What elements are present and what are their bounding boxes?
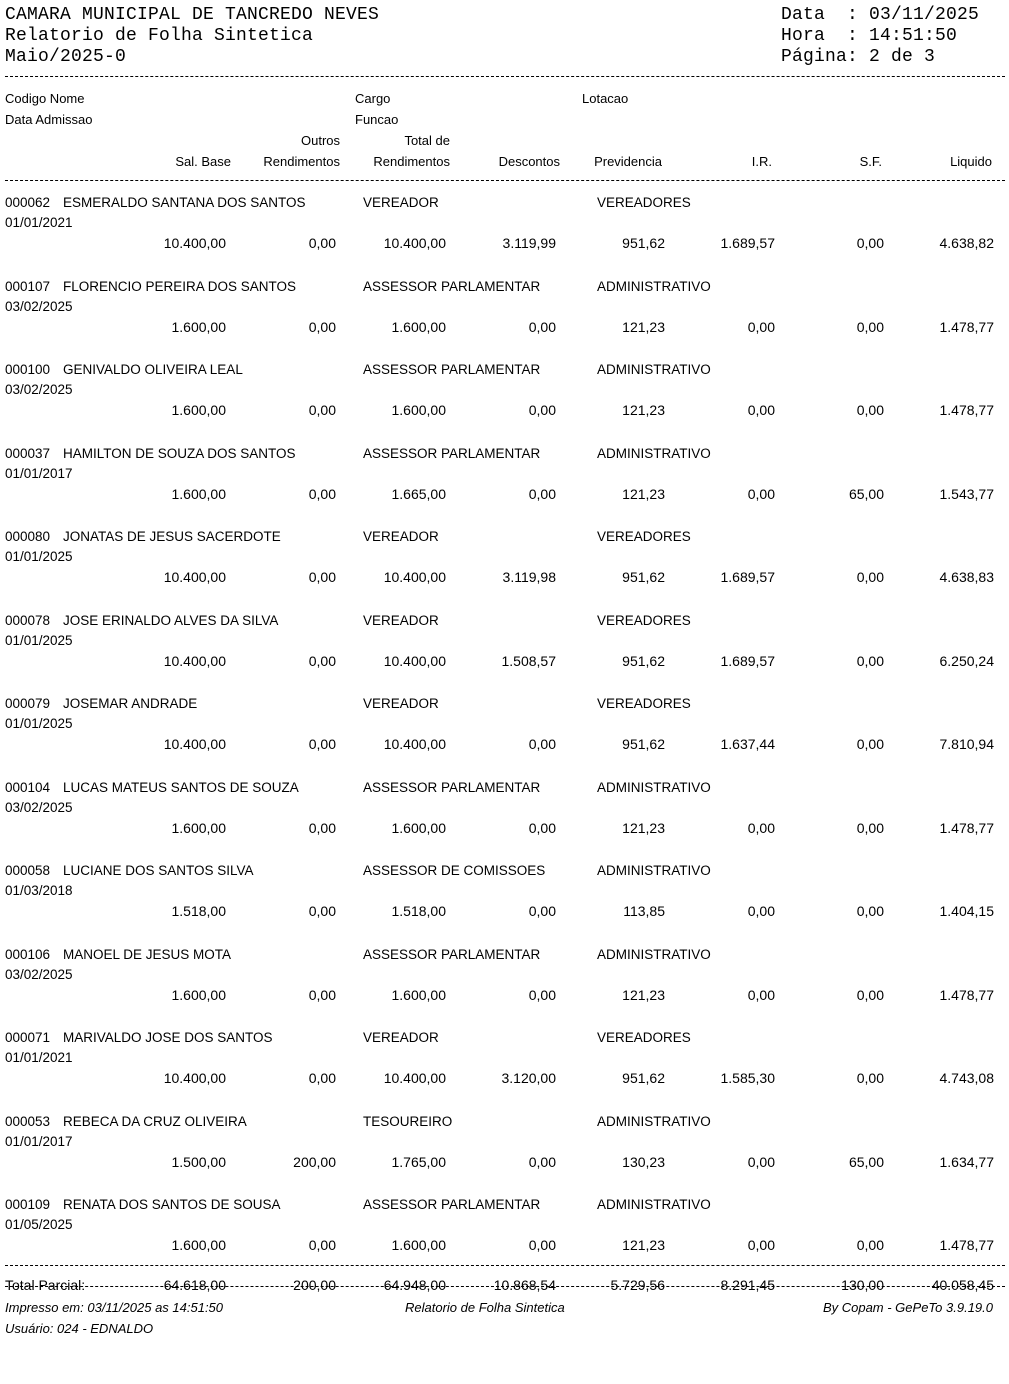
employee-lotacao: ADMINISTRATIVO bbox=[597, 779, 711, 795]
employee-code: 000100 bbox=[5, 362, 51, 377]
value-liquido: 1.478,77 bbox=[939, 402, 994, 418]
value-sal-base: 1.600,00 bbox=[171, 402, 226, 418]
value-liquido: 4.743,08 bbox=[939, 1070, 994, 1086]
value-total: 10.400,00 bbox=[383, 235, 446, 251]
value-previdencia: 951,62 bbox=[622, 569, 665, 585]
employee-name: HAMILTON DE SOUZA DOS SANTOS bbox=[63, 445, 296, 461]
value-sf: 65,00 bbox=[848, 485, 884, 502]
total-outros: 200,00 bbox=[293, 1277, 336, 1293]
value-sal-base: 1.600,00 bbox=[171, 986, 226, 1003]
value-liquido: 1.478,77 bbox=[939, 318, 994, 335]
value-total: 10.400,00 bbox=[383, 1070, 446, 1086]
value-sal-base: 10.400,00 bbox=[163, 736, 226, 752]
value-outros: 0,00 bbox=[308, 485, 336, 502]
value-liquido: 4.638,83 bbox=[939, 569, 994, 585]
employee-entry bbox=[0, 529, 1009, 613]
employee-cargo: ASSESSOR PARLAMENTAR bbox=[363, 445, 541, 461]
employee-admissao: 03/02/2025 bbox=[5, 298, 73, 314]
value-descontos: 3.119,99 bbox=[502, 235, 556, 251]
value-outros: 0,00 bbox=[308, 235, 336, 251]
value-liquido: 7.810,94 bbox=[939, 736, 994, 752]
value-total: 1.600,00 bbox=[391, 402, 446, 418]
report-date: Data : 03/11/2025 bbox=[781, 5, 980, 25]
employee-name: GENIVALDO OLIVEIRA LEAL bbox=[63, 362, 243, 377]
value-outros: 0,00 bbox=[308, 1237, 336, 1253]
employee-name: REBECA DA CRUZ OLIVEIRA bbox=[63, 1113, 247, 1129]
value-outros: 200,00 bbox=[293, 1153, 336, 1170]
generator-credit: By Copam - GePeTo 3.9.19.0 bbox=[822, 1300, 993, 1315]
employee-cargo: VEREADOR bbox=[363, 696, 439, 711]
value-descontos: 0,00 bbox=[528, 986, 556, 1003]
employee-code: 000104 bbox=[5, 779, 51, 795]
value-total: 1.518,00 bbox=[391, 903, 446, 919]
value-ir: 1.689,57 bbox=[720, 235, 775, 251]
employee-code: 000107 bbox=[5, 278, 51, 294]
employee-cargo: VEREADOR bbox=[363, 529, 439, 544]
totals-divider bbox=[5, 1265, 1005, 1266]
value-previdencia: 121,23 bbox=[622, 819, 665, 836]
value-total: 1.600,00 bbox=[391, 1237, 446, 1253]
totals-strike-line bbox=[5, 1286, 1005, 1287]
value-sal-base: 10.400,00 bbox=[163, 652, 226, 669]
value-ir: 0,00 bbox=[747, 903, 775, 919]
value-outros: 0,00 bbox=[308, 986, 336, 1003]
value-sf: 0,00 bbox=[856, 652, 884, 669]
employee-lotacao: ADMINISTRATIVO bbox=[597, 863, 711, 878]
col-lotacao: Lotacao bbox=[582, 91, 629, 106]
employee-lotacao: VEREADORES bbox=[597, 529, 691, 544]
employee-code: 000071 bbox=[5, 1030, 51, 1045]
value-ir: 0,00 bbox=[747, 485, 775, 502]
col-ir: I.R. bbox=[751, 154, 772, 169]
employee-name: MARIVALDO JOSE DOS SANTOS bbox=[63, 1030, 273, 1045]
employee-admissao: 01/01/2021 bbox=[5, 1050, 73, 1065]
employee-entry bbox=[0, 279, 1009, 363]
value-descontos: 1.508,57 bbox=[501, 652, 556, 669]
employee-cargo: ASSESSOR PARLAMENTAR bbox=[363, 362, 541, 377]
employee-entry bbox=[0, 1114, 1009, 1198]
employee-name: JOSE ERINALDO ALVES DA SILVA bbox=[63, 612, 279, 628]
value-sal-base: 10.400,00 bbox=[163, 1070, 226, 1086]
employee-lotacao: VEREADORES bbox=[597, 612, 691, 628]
value-liquido: 1.478,77 bbox=[939, 1237, 994, 1253]
employee-name: LUCAS MATEUS SANTOS DE SOUZA bbox=[63, 779, 299, 795]
employee-code: 000053 bbox=[5, 1113, 51, 1129]
employee-admissao: 01/05/2025 bbox=[5, 1217, 73, 1232]
employee-admissao: 01/03/2018 bbox=[5, 883, 73, 898]
value-outros: 0,00 bbox=[308, 652, 336, 669]
value-sal-base: 1.500,00 bbox=[171, 1153, 226, 1170]
value-outros: 0,00 bbox=[308, 569, 336, 585]
value-sf: 0,00 bbox=[856, 318, 884, 335]
value-outros: 0,00 bbox=[308, 819, 336, 836]
col-outros-line1: Outros bbox=[300, 133, 340, 148]
report-title: Relatorio de Folha Sintetica bbox=[5, 26, 314, 46]
employee-entry bbox=[0, 1197, 1009, 1281]
value-total: 1.600,00 bbox=[391, 819, 446, 836]
employee-code: 000058 bbox=[5, 863, 51, 878]
value-descontos: 0,00 bbox=[528, 819, 556, 836]
value-ir: 1.585,30 bbox=[720, 1070, 775, 1086]
col-sf: S.F. bbox=[859, 154, 882, 169]
value-total: 10.400,00 bbox=[383, 652, 446, 669]
col-liquido: Liquido bbox=[950, 154, 992, 169]
value-previdencia: 951,62 bbox=[622, 736, 665, 752]
value-liquido: 6.250,24 bbox=[939, 652, 994, 669]
employee-name: JONATAS DE JESUS SACERDOTE bbox=[63, 529, 281, 544]
employee-entry bbox=[0, 362, 1009, 446]
value-sf: 0,00 bbox=[856, 235, 884, 251]
value-liquido: 1.478,77 bbox=[939, 819, 994, 836]
value-previdencia: 113,85 bbox=[623, 903, 665, 919]
employee-code: 000078 bbox=[5, 612, 51, 628]
employee-name: LUCIANE DOS SANTOS SILVA bbox=[63, 863, 254, 878]
employee-admissao: 01/01/2017 bbox=[5, 1133, 73, 1149]
org-name: CAMARA MUNICIPAL DE TANCREDO NEVES bbox=[5, 5, 380, 25]
value-sf: 0,00 bbox=[856, 903, 884, 919]
value-sf: 0,00 bbox=[856, 569, 884, 585]
value-outros: 0,00 bbox=[308, 903, 336, 919]
employee-cargo: ASSESSOR DE COMISSOES bbox=[363, 863, 546, 878]
value-ir: 0,00 bbox=[747, 986, 775, 1003]
employee-admissao: 01/01/2025 bbox=[5, 549, 73, 564]
value-previdencia: 121,23 bbox=[622, 1237, 665, 1253]
total-previdencia: 5.729,56 bbox=[610, 1277, 665, 1293]
columns-divider bbox=[5, 180, 1005, 181]
employee-entry bbox=[0, 446, 1009, 530]
employee-cargo: ASSESSOR PARLAMENTAR bbox=[363, 946, 541, 962]
employee-lotacao: ADMINISTRATIVO bbox=[597, 946, 711, 962]
value-descontos: 0,00 bbox=[528, 903, 556, 919]
col-total-line2: Rendimentos bbox=[373, 154, 450, 169]
employee-admissao: 03/02/2025 bbox=[5, 966, 73, 982]
employee-code: 000037 bbox=[5, 445, 51, 461]
col-sal-base: Sal. Base bbox=[175, 154, 231, 169]
value-previdencia: 121,23 bbox=[622, 402, 665, 418]
employee-admissao: 03/02/2025 bbox=[5, 382, 73, 397]
value-ir: 0,00 bbox=[747, 819, 775, 836]
value-descontos: 0,00 bbox=[528, 402, 556, 418]
value-total: 10.400,00 bbox=[383, 569, 446, 585]
employee-lotacao: ADMINISTRATIVO bbox=[597, 278, 711, 294]
value-previdencia: 951,62 bbox=[622, 235, 665, 251]
value-liquido: 1.478,77 bbox=[939, 986, 994, 1003]
employee-name: ESMERALDO SANTANA DOS SANTOS bbox=[63, 195, 306, 210]
employee-lotacao: ADMINISTRATIVO bbox=[597, 445, 711, 461]
employee-name: RENATA DOS SANTOS DE SOUSA bbox=[63, 1197, 281, 1212]
value-previdencia: 951,62 bbox=[622, 1070, 665, 1086]
col-total-line1: Total de bbox=[404, 133, 450, 148]
employee-entry bbox=[0, 863, 1009, 947]
employee-lotacao: VEREADORES bbox=[597, 1030, 691, 1045]
value-previdencia: 121,23 bbox=[622, 485, 665, 502]
value-total: 1.665,00 bbox=[391, 485, 446, 502]
employee-entry bbox=[0, 1030, 1009, 1114]
value-total: 1.765,00 bbox=[391, 1153, 446, 1170]
employee-entry bbox=[0, 947, 1009, 1031]
total-sal-base: 64.618,00 bbox=[163, 1277, 226, 1293]
value-sal-base: 1.600,00 bbox=[171, 318, 226, 335]
value-descontos: 3.119,98 bbox=[502, 569, 556, 585]
value-sf: 65,00 bbox=[848, 1153, 884, 1170]
value-liquido: 1.404,15 bbox=[939, 903, 994, 919]
value-total: 10.400,00 bbox=[383, 736, 446, 752]
total-liquido: 40.058,45 bbox=[931, 1277, 994, 1293]
value-sf: 0,00 bbox=[856, 1070, 884, 1086]
value-outros: 0,00 bbox=[308, 318, 336, 335]
col-funcao: Funcao bbox=[355, 112, 399, 127]
value-sf: 0,00 bbox=[856, 402, 884, 418]
total-descontos: 10.868,54 bbox=[493, 1277, 556, 1293]
value-ir: 0,00 bbox=[747, 1153, 775, 1170]
col-outros-line2: Rendimentos bbox=[263, 154, 340, 169]
value-liquido: 1.634,77 bbox=[939, 1153, 994, 1170]
employee-lotacao: ADMINISTRATIVO bbox=[597, 1113, 711, 1129]
employee-entry bbox=[0, 613, 1009, 697]
total-rendimentos: 64.948,00 bbox=[383, 1277, 446, 1293]
value-sal-base: 1.600,00 bbox=[171, 1237, 226, 1253]
value-outros: 0,00 bbox=[308, 402, 336, 418]
footer-title: Relatorio de Folha Sintetica bbox=[405, 1300, 565, 1315]
employee-entry bbox=[0, 195, 1009, 279]
value-descontos: 0,00 bbox=[528, 736, 556, 752]
value-sal-base: 1.600,00 bbox=[171, 819, 226, 836]
value-total: 1.600,00 bbox=[391, 318, 446, 335]
employee-cargo: ASSESSOR PARLAMENTAR bbox=[363, 1197, 541, 1212]
col-cargo: Cargo bbox=[355, 91, 391, 106]
value-sal-base: 10.400,00 bbox=[163, 235, 226, 251]
total-ir: 8.291,45 bbox=[720, 1277, 775, 1293]
employee-code: 000080 bbox=[5, 529, 51, 544]
value-sal-base: 1.600,00 bbox=[171, 485, 226, 502]
value-sf: 0,00 bbox=[856, 986, 884, 1003]
employee-cargo: ASSESSOR PARLAMENTAR bbox=[363, 278, 541, 294]
totals-label: Total Parcial: bbox=[5, 1277, 86, 1293]
value-ir: 0,00 bbox=[747, 318, 775, 335]
value-previdencia: 121,23 bbox=[622, 986, 665, 1003]
value-sf: 0,00 bbox=[856, 736, 884, 752]
employee-admissao: 01/01/2021 bbox=[5, 215, 73, 230]
employee-entry bbox=[0, 780, 1009, 864]
value-sal-base: 10.400,00 bbox=[163, 569, 226, 585]
value-descontos: 0,00 bbox=[528, 1237, 556, 1253]
employee-lotacao: VEREADORES bbox=[597, 195, 691, 210]
value-sal-base: 1.518,00 bbox=[171, 903, 226, 919]
value-total: 1.600,00 bbox=[391, 986, 446, 1003]
employee-name: MANOEL DE JESUS MOTA bbox=[63, 946, 232, 962]
value-descontos: 0,00 bbox=[528, 318, 556, 335]
header-divider bbox=[5, 76, 1005, 77]
value-ir: 1.689,57 bbox=[720, 652, 775, 669]
employee-lotacao: VEREADORES bbox=[597, 696, 691, 711]
total-sf: 130,00 bbox=[841, 1277, 884, 1293]
employee-lotacao: ADMINISTRATIVO bbox=[597, 362, 711, 377]
value-descontos: 0,00 bbox=[528, 1153, 556, 1170]
printed-by-user: Usuário: 024 - EDNALDO bbox=[5, 1321, 154, 1336]
employee-admissao: 01/01/2025 bbox=[5, 632, 73, 648]
value-sf: 0,00 bbox=[856, 819, 884, 836]
value-ir: 0,00 bbox=[747, 1237, 775, 1253]
employee-cargo: ASSESSOR PARLAMENTAR bbox=[363, 779, 541, 795]
value-ir: 1.689,57 bbox=[720, 569, 775, 585]
value-previdencia: 130,23 bbox=[622, 1153, 665, 1170]
employee-name: FLORENCIO PEREIRA DOS SANTOS bbox=[63, 278, 297, 294]
page-number: Página: 2 de 3 bbox=[781, 47, 936, 67]
value-previdencia: 121,23 bbox=[622, 318, 665, 335]
employee-lotacao: ADMINISTRATIVO bbox=[597, 1197, 711, 1212]
report-period: Maio/2025-0 bbox=[5, 47, 127, 67]
employee-cargo: VEREADOR bbox=[363, 195, 439, 210]
employee-admissao: 01/01/2025 bbox=[5, 716, 73, 731]
value-liquido: 4.638,82 bbox=[939, 235, 994, 251]
employee-cargo: VEREADOR bbox=[363, 612, 439, 628]
value-previdencia: 951,62 bbox=[622, 652, 665, 669]
value-descontos: 3.120,00 bbox=[501, 1070, 556, 1086]
report-time: Hora : 14:51:50 bbox=[781, 26, 958, 46]
col-data-admissao: Data Admissao bbox=[5, 112, 93, 127]
value-sf: 0,00 bbox=[856, 1237, 884, 1253]
col-previdencia: Previdencia bbox=[594, 154, 662, 169]
value-descontos: 0,00 bbox=[528, 485, 556, 502]
col-codigo-nome: Codigo Nome bbox=[5, 91, 85, 106]
value-outros: 0,00 bbox=[308, 1070, 336, 1086]
employee-code: 000109 bbox=[5, 1197, 51, 1212]
printed-at: Impresso em: 03/11/2025 as 14:51:50 bbox=[5, 1300, 224, 1315]
col-descontos: Descontos bbox=[498, 154, 560, 169]
value-ir: 0,00 bbox=[747, 402, 775, 418]
value-ir: 1.637,44 bbox=[720, 736, 775, 752]
value-outros: 0,00 bbox=[308, 736, 336, 752]
employee-cargo: TESOUREIRO bbox=[363, 1113, 453, 1129]
employee-name: JOSEMAR ANDRADE bbox=[63, 696, 198, 711]
employee-code: 000079 bbox=[5, 696, 51, 711]
employee-admissao: 03/02/2025 bbox=[5, 799, 73, 815]
employee-code: 000062 bbox=[5, 195, 51, 210]
employee-admissao: 01/01/2017 bbox=[5, 465, 73, 481]
value-liquido: 1.543,77 bbox=[939, 485, 994, 502]
employee-cargo: VEREADOR bbox=[363, 1030, 439, 1045]
employee-entry bbox=[0, 696, 1009, 780]
employee-code: 000106 bbox=[5, 946, 51, 962]
